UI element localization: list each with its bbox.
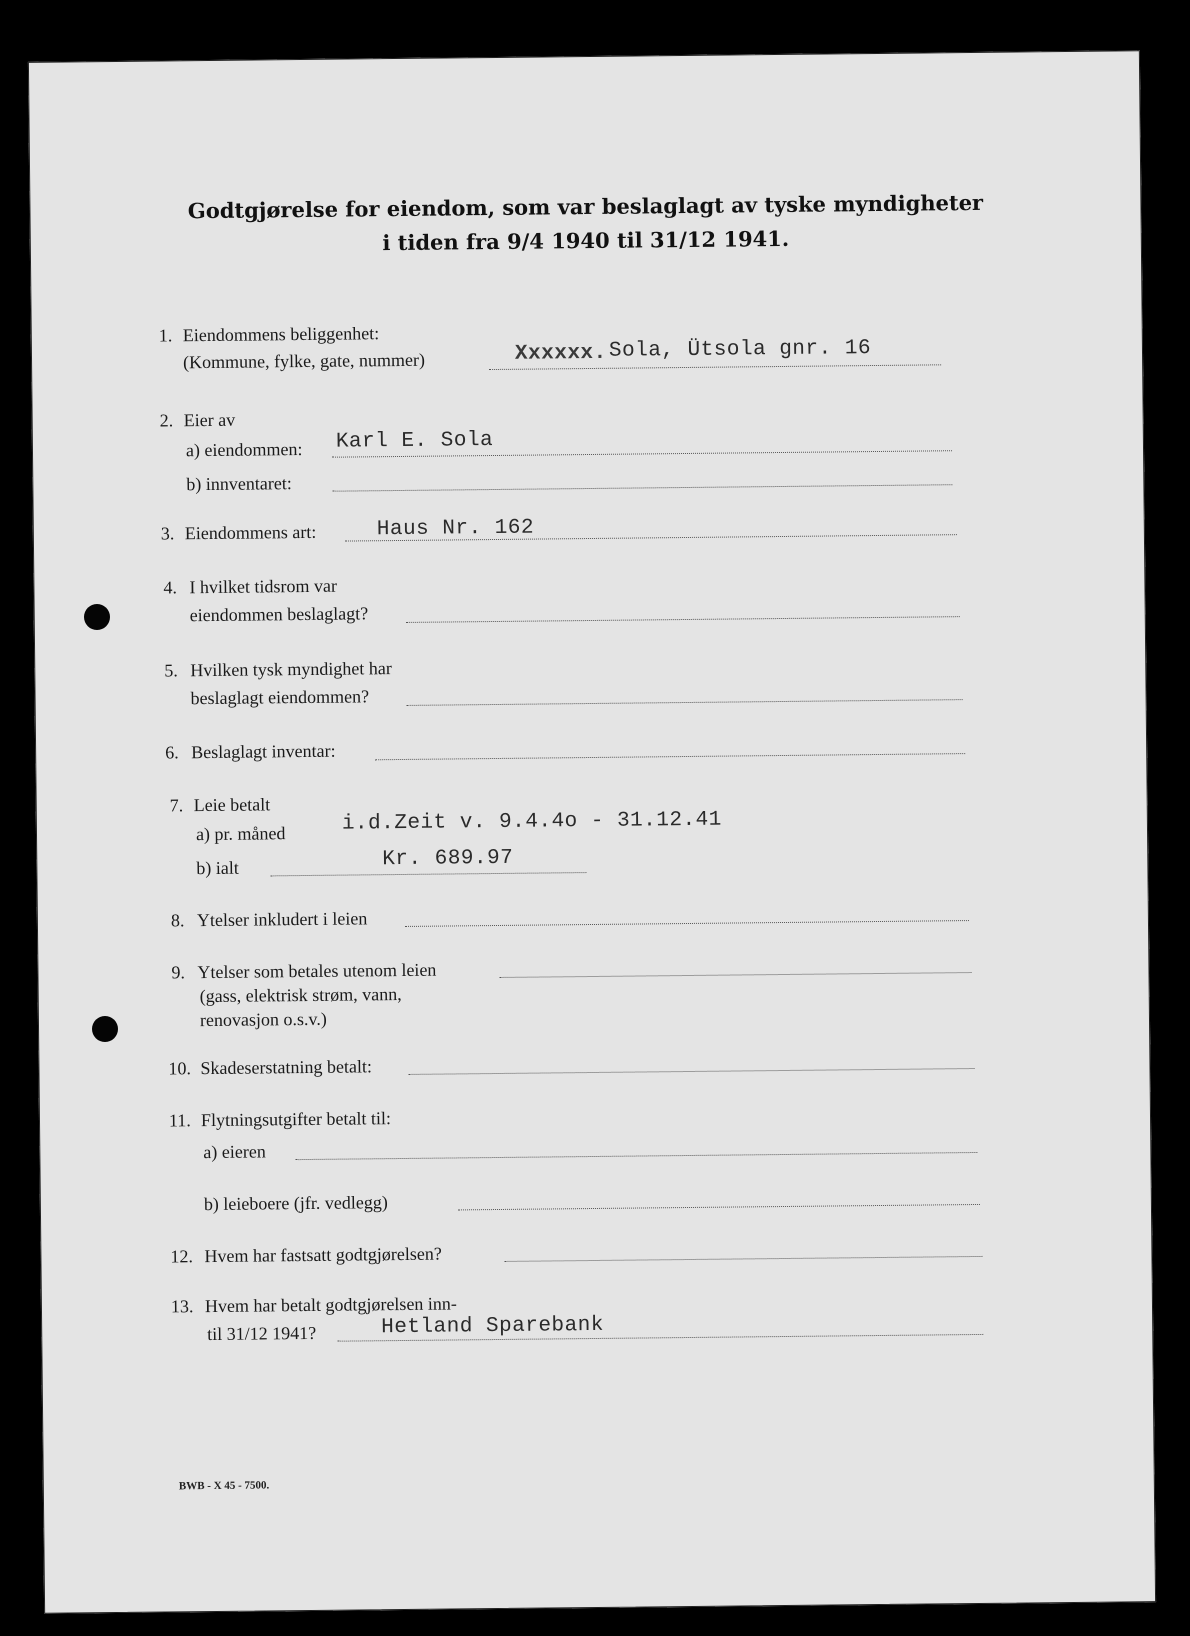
item-12-number: 12. — [170, 1246, 194, 1267]
item-2b-fill-line — [332, 484, 952, 491]
item-3-label: Eiendommens art: — [184, 521, 317, 544]
item-7-number: 7. — [169, 795, 184, 816]
item-7b-fill-line — [270, 872, 586, 876]
item-4-sublabel: eiendommen beslaglagt? — [189, 603, 369, 626]
item-3-value: Haus Nr. 162 — [376, 516, 535, 542]
item-10-fill-line — [409, 1068, 975, 1075]
item-4-number: 4. — [163, 577, 178, 598]
item-9-sublabel-1: (gass, elektrisk strøm, vann, — [199, 984, 402, 1007]
item-10-number: 10. — [168, 1058, 192, 1079]
item-6-label: Beslaglagt inventar: — [191, 740, 336, 763]
item-2-number: 2. — [159, 410, 174, 431]
item-1-value: Sola, Ütsola gnr. 16 — [608, 337, 872, 363]
item-10-label: Skadeserstatning betalt: — [200, 1056, 373, 1079]
item-1-number: 1. — [158, 325, 173, 346]
item-11a-fill-line — [295, 1152, 977, 1160]
item-6-fill-line — [375, 753, 965, 760]
item-8-number: 8. — [170, 910, 185, 931]
item-12-label: Hvem har fastsatt godtgjørelsen? — [204, 1243, 442, 1267]
item-7-label: Leie betalt — [193, 794, 271, 816]
item-2a-label: a) eiendommen: — [185, 439, 303, 461]
item-9-sublabel-2: renovasjon o.s.v.) — [199, 1008, 327, 1031]
item-12-fill-line — [504, 1256, 982, 1262]
item-13-value: Hetland Sparebank — [381, 1313, 605, 1340]
item-7a-value: i.d.Zeit v. 9.4.4o - 31.12.41 — [341, 808, 722, 836]
item-11-label: Flytningsutgifter betalt til: — [200, 1108, 392, 1131]
item-13-label: Hvem har betalt godtgjørelsen inn- — [204, 1293, 457, 1317]
item-5-sublabel: beslaglagt eiendommen? — [190, 686, 370, 709]
item-7a-label: a) pr. måned — [195, 823, 286, 845]
item-2a-value: Karl E. Sola — [335, 429, 494, 454]
item-13-sublabel: til 31/12 1941? — [207, 1322, 317, 1345]
item-5-number: 5. — [164, 660, 178, 681]
item-9-number: 9. — [171, 962, 186, 983]
item-3-number: 3. — [160, 523, 175, 544]
punch-hole-bottom — [92, 1016, 118, 1042]
item-1-sublabel: (Kommune, fylke, gate, nummer) — [182, 349, 426, 373]
item-8-label: Ytelser inkludert i leien — [196, 908, 368, 931]
form-code-footer: BWB - X 45 - 7500. — [178, 1479, 270, 1493]
item-2-label: Eier av — [183, 409, 236, 431]
item-5-fill-line — [407, 699, 963, 706]
item-6-number: 6. — [165, 742, 179, 763]
form-title-line1: Godtgjørelse for eiendom, som var beslaglagt av tyske myndigheter — [187, 189, 984, 224]
item-4-fill-line — [406, 616, 960, 623]
item-9-fill-line — [500, 972, 972, 978]
item-8-fill-line — [405, 920, 969, 927]
item-13-number: 13. — [170, 1296, 194, 1317]
item-11-number: 11. — [168, 1110, 191, 1131]
item-1-struck-text: Xxxxxx. — [514, 341, 607, 366]
item-11b-fill-line — [458, 1204, 980, 1210]
item-7b-label: b) ialt — [196, 857, 239, 879]
item-7b-value: Kr. 689.97 — [382, 846, 514, 872]
form-page — [28, 50, 1156, 1614]
item-1-label: Eiendommens beliggenhet: — [182, 323, 380, 346]
item-2b-label: b) innventaret: — [186, 473, 292, 495]
item-11b-label: b) leieboere (jfr. vedlegg) — [203, 1192, 388, 1215]
form-title-line2: i tiden fra 9/4 1940 til 31/12 1941. — [382, 225, 790, 256]
item-11a-label: a) eieren — [203, 1141, 266, 1163]
punch-hole-top — [84, 604, 110, 630]
item-5-label: Hvilken tysk myndighet har — [190, 658, 392, 681]
item-9-label: Ytelser som betales utenom leien — [197, 959, 437, 983]
item-4-label: I hvilket tidsrom var — [189, 575, 337, 598]
